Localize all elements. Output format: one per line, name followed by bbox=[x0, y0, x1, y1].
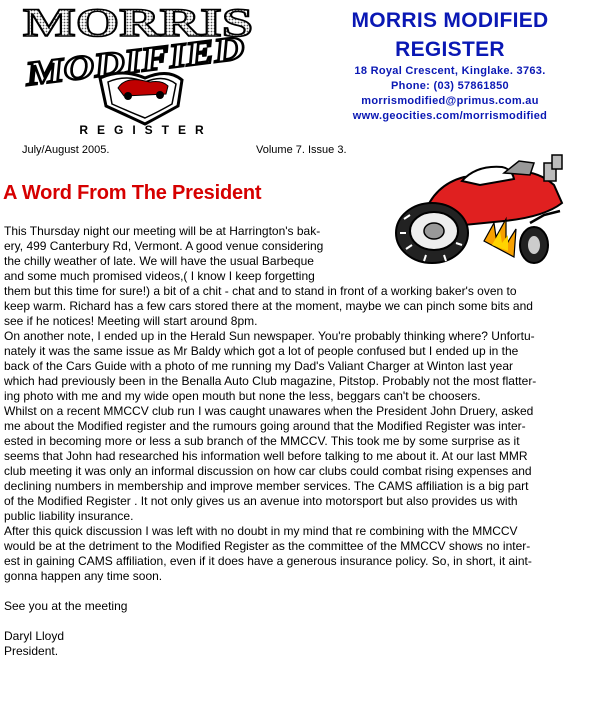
article-line: ested in becoming more or less a sub branch of the MMCCV. This took me by some surprise as it bbox=[4, 434, 520, 448]
closing-line: See you at the meeting bbox=[4, 599, 128, 613]
issue-date: July/August 2005. bbox=[22, 144, 110, 156]
article-line: After this quick discussion I was left with no doubt in my mind that re combining with the MMCCV bbox=[4, 524, 518, 538]
org-title-line-2: REGISTER bbox=[395, 38, 505, 61]
signature-title: President. bbox=[4, 644, 59, 658]
article-line: ing photo with me and my wide open mouth but none the less, beggars can't be choosers. bbox=[4, 389, 481, 403]
morris-modified-logo bbox=[0, 0, 290, 140]
contact-block bbox=[293, 64, 605, 124]
article-line: declining numbers in membership and improve member services. The CAMS affiliation is a big part bbox=[4, 479, 529, 493]
article-line: see if he notices! Meeting will start around 8pm. bbox=[4, 314, 258, 328]
article-line: which had previously been in the Benalla Auto Club magazine, Pitstop. Probably not the most flatter- bbox=[4, 374, 537, 388]
org-name-block bbox=[293, 6, 605, 64]
website-link[interactable]: www.geocities.com/morrismodified bbox=[352, 110, 548, 122]
article-line: and some much promised videos,( I know I keep forgetting bbox=[4, 269, 315, 283]
logo-word-morris: MORRIS bbox=[23, 0, 253, 45]
article-line: Whilst on a recent MMCCV club run I was caught unawares when the President John Druery, asked bbox=[4, 404, 534, 418]
article-line: ery, 499 Canterbury Rd, Vermont. A good venue considering bbox=[4, 239, 324, 253]
article-line: would be at the detriment to the Modified Register as the committee of the MMCCV shows no inter- bbox=[4, 539, 531, 553]
article-line: On another note, I ended up in the Herald Sun newspaper. You're probably thinking where? Unfortu- bbox=[4, 329, 535, 343]
article-line: nately it was the same issue as Mr Baldy which got a lot of people confused but I ended up in the bbox=[4, 344, 519, 358]
phone: Phone: (03) 57861850 bbox=[391, 80, 509, 92]
article-body bbox=[4, 224, 600, 659]
logo-word-modified: MODIFIED bbox=[23, 35, 203, 94]
article-line: the chilly weather of late. We will have the usual Barbeque bbox=[4, 254, 314, 268]
signature-name: Daryl Lloyd bbox=[4, 629, 65, 643]
article-line: keep warm. Richard has a few cars stored there at the moment, maybe we can pinch some bits and bbox=[4, 299, 533, 313]
article-line: seems that John had researched his information well before talking to me about it. At our last MMR bbox=[4, 449, 528, 463]
article-line: of the Modified Register . It not only gives us an avenue into motorsport but also provides us with bbox=[4, 494, 518, 508]
article-line: them but this time for sure!) a bit of a chit - chat and to stand in front of a working baker's oven to bbox=[4, 284, 517, 298]
logo-word-register: REGISTER bbox=[79, 123, 213, 137]
article-line: gonna happen any time soon. bbox=[4, 569, 163, 583]
issue-volume: Volume 7. Issue 3. bbox=[256, 144, 347, 156]
article-line: est in gaining CAMS affiliation, even if it does have a generous insurance policy. So, in short, it aint- bbox=[4, 554, 532, 568]
article-line: public liability insurance. bbox=[4, 509, 134, 523]
article-heading: A Word From The President bbox=[3, 182, 262, 204]
article-line: me about the Modified register and the rumours going around that the Modified Register was inter- bbox=[4, 419, 526, 433]
article-line: back of the Cars Guide with a photo of me running my Dad's Valiant Charger at Winton last year bbox=[4, 359, 513, 373]
article-line: club meeting it was only an informal discussion on how car clubs could combat rising expenses and bbox=[4, 464, 532, 478]
shield-badge-icon bbox=[100, 73, 182, 124]
email-link[interactable]: morrismodified@primus.com.au bbox=[361, 95, 539, 107]
org-title-line-1: MORRIS MODIFIED bbox=[351, 9, 549, 32]
article-line: This Thursday night our meeting will be at Harrington's bak- bbox=[4, 224, 321, 238]
address: 18 Royal Crescent, Kinglake. 3763. bbox=[354, 65, 546, 77]
